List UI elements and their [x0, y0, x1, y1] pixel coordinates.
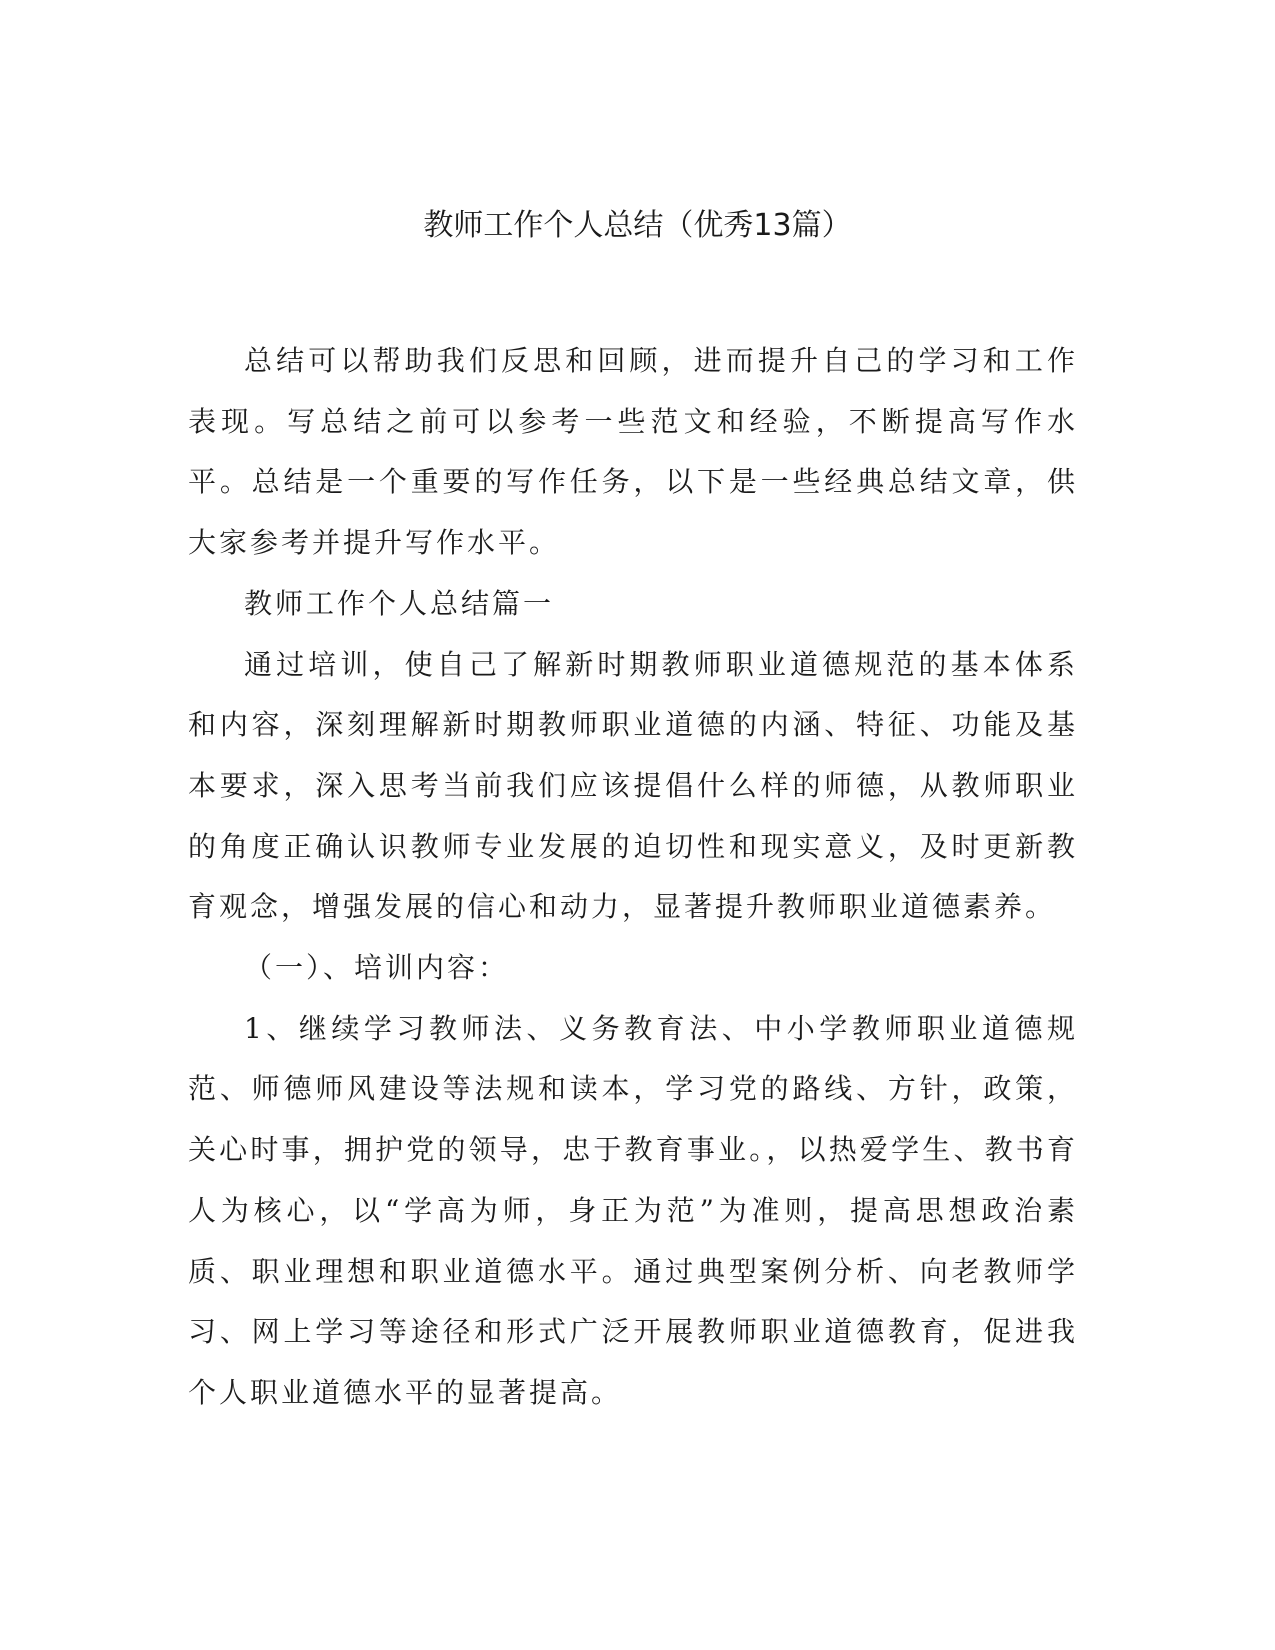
section-heading-part-one: 教师工作个人总结篇一	[244, 586, 555, 620]
document-title: 教师工作个人总结（优秀13篇）	[423, 208, 852, 243]
intro-paragraph: 总结可以帮助我们反思和回顾，进而提升自己的学习和工作表现。写总结之前可以参考一些范文和经验，不断提高写作水平。总结是一个重要的写作任务，以下是一些经典总结文章，供大家参考并提升写作水平。	[188, 344, 1078, 560]
subsection-heading-training-content: （一）、培训内容：	[244, 951, 510, 985]
body-paragraph-training-purpose: 通过培训，使自己了解新时期教师职业道德规范的基本体系和内容，深刻理解新时期教师职业道德的内涵、特征、功能及基本要求，深入思考当前我们应该提倡什么样的师德，从教师职业的角度正确认识教师专业发展的迫切性和现实意义，及时更新教育观念，增强发展的信心和动力，显著提升教师职业道德素养。	[188, 647, 1078, 924]
body-paragraph-item-1: 1、继续学习教师法、义务教育法、中小学教师职业道德规范、师德师风建设等法规和读本，学习党的路线、方针，政策，关心时事，拥护党的领导，忠于教育事业。，以热爱学生、教书育人为核心，以“学高为师，身正为范”为准则，提高思想政治素质、职业理想和职业道德水平。通过典型案例分析、向老教师学习、网上学习等途径和形式广泛开展教师职业道德教育，促进我个人职业道德水平的显著提高。	[188, 1011, 1078, 1409]
document-body	[188, 331, 1078, 1424]
